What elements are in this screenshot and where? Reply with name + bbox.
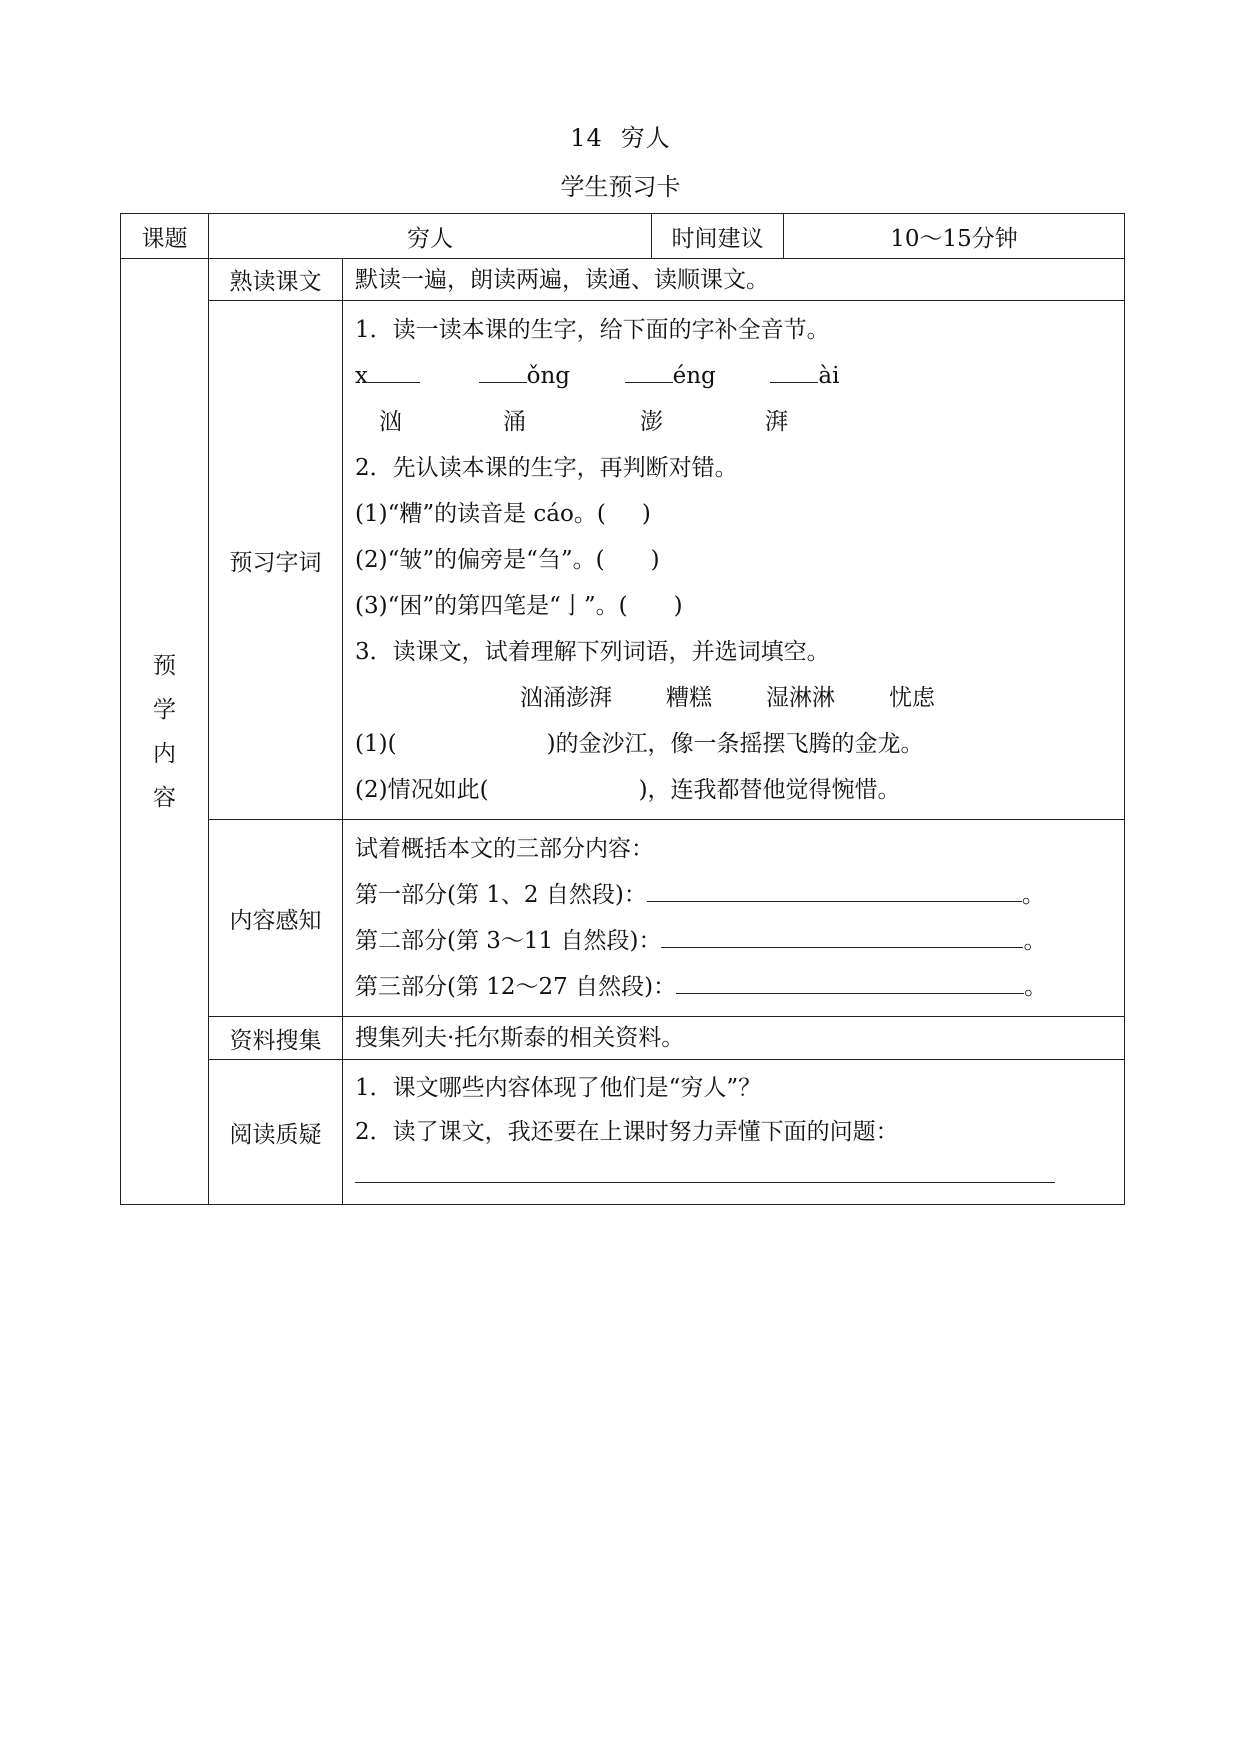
questions-row <box>121 1060 1125 1205</box>
answer-blank[interactable] <box>676 969 1024 994</box>
judge-item <box>355 491 1114 537</box>
vocab-q2: 2．先认读本课的生字，再判断对错。 <box>355 455 738 481</box>
judge-item <box>355 583 1114 629</box>
reading-text: 默读一遍，朗读两遍，读通、读顺课文。 <box>343 259 1125 301</box>
pinyin-row <box>355 353 1114 399</box>
pinyin-blank[interactable] <box>625 358 673 383</box>
research-text: 搜集列夫·托尔斯泰的相关资料。 <box>343 1017 1125 1060</box>
judge-text: (1)“糟”的读音是 cáo。( <box>355 501 606 527</box>
time-label: 时间建议 <box>652 214 784 259</box>
pinyin-ong: ǒng <box>526 363 570 389</box>
word-item: 湿淋淋 <box>766 685 835 711</box>
question-answer-line[interactable] <box>355 1154 1114 1198</box>
vocab-row <box>121 301 1125 820</box>
pinyin-ai: ài <box>818 363 840 389</box>
period: 。 <box>1023 928 1047 954</box>
vocab-content <box>343 301 1125 820</box>
judge-paren: ) <box>641 501 651 527</box>
question-2: 2．读了课文，我还要在上课时努力弄懂下面的问题： <box>355 1119 899 1145</box>
side-char: 容 <box>153 784 176 811</box>
summary-part <box>355 872 1114 918</box>
judge-item <box>355 537 1114 583</box>
part-label: 第二部分(第 3～11 自然段)： <box>355 928 662 954</box>
lesson-number: 14 <box>570 124 603 152</box>
word-item: 忧虑 <box>889 685 935 711</box>
summary-content <box>343 820 1125 1017</box>
summary-part <box>355 918 1114 964</box>
questions-content <box>343 1060 1125 1205</box>
vocab-q3: 3．读课文，试着理解下列词语，并选词填空。 <box>355 639 830 665</box>
judge-text: (2)“皱”的偏旁是“刍”。( <box>355 547 605 573</box>
char-item: 湃 <box>765 409 788 435</box>
pinyin-blank[interactable] <box>479 358 527 383</box>
fill-item <box>355 767 1114 813</box>
judge-text: (3)“困”的第四笔是“亅”。( <box>355 593 628 619</box>
char-item: 汹 <box>379 409 402 435</box>
topic-value: 穷人 <box>209 214 652 259</box>
fill-text: )的金沙江，像一条摇摆飞腾的金龙。 <box>546 731 924 757</box>
answer-blank[interactable] <box>355 1158 1055 1183</box>
questions-label: 阅读质疑 <box>209 1060 343 1205</box>
side-char: 预 <box>153 652 176 679</box>
summary-intro: 试着概括本文的三部分内容： <box>355 836 654 862</box>
side-char: 学 <box>153 696 176 723</box>
chars-row <box>355 399 1114 445</box>
header-row <box>121 214 1125 259</box>
char-item: 涌 <box>503 409 526 435</box>
judge-paren: ) <box>673 593 683 619</box>
card-subtitle: 学生预习卡 <box>560 173 681 201</box>
topic-label: 课题 <box>121 214 209 259</box>
summary-label: 内容感知 <box>209 820 343 1017</box>
research-label: 资料搜集 <box>209 1017 343 1060</box>
part-label: 第三部分(第 12～27 自然段)： <box>355 974 677 1000</box>
side-label-preview-content <box>121 259 209 1205</box>
word-item: 糟糕 <box>666 685 712 711</box>
answer-blank[interactable] <box>661 923 1023 948</box>
pinyin-eng: éng <box>672 363 716 389</box>
time-value: 10～15分钟 <box>784 214 1125 259</box>
summary-part <box>355 964 1114 1010</box>
part-label: 第一部分(第 1、2 自然段)： <box>355 882 647 908</box>
summary-row <box>121 820 1125 1017</box>
pinyin-blank[interactable] <box>368 358 420 383</box>
judge-paren: ) <box>650 547 660 573</box>
answer-blank[interactable] <box>647 877 1022 902</box>
vocab-label: 预习字词 <box>209 301 343 820</box>
question-1: 1．课文哪些内容体现了他们是“穷人”？ <box>355 1075 762 1101</box>
pinyin-x: x <box>355 363 368 389</box>
lesson-title <box>0 118 1241 153</box>
side-char: 内 <box>153 740 176 767</box>
vocab-q1: 1．读一读本课的生字，给下面的字补全音节。 <box>355 317 830 343</box>
preview-card-table <box>120 213 1125 1205</box>
period: 。 <box>1024 974 1048 1000</box>
reading-label: 熟读课文 <box>209 259 343 301</box>
fill-item <box>355 721 1114 767</box>
pinyin-blank[interactable] <box>770 358 818 383</box>
reading-row <box>121 259 1125 301</box>
research-row <box>121 1017 1125 1060</box>
char-item: 澎 <box>640 409 663 435</box>
fill-text: )，连我都替他觉得惋惜。 <box>638 777 901 803</box>
word-item: 汹涌澎湃 <box>520 685 612 711</box>
lesson-name: 穷人 <box>620 124 671 152</box>
period: 。 <box>1021 882 1045 908</box>
fill-text: (1)( <box>355 731 397 757</box>
fill-text: (2)情况如此( <box>355 777 489 803</box>
word-bank <box>355 675 1114 721</box>
